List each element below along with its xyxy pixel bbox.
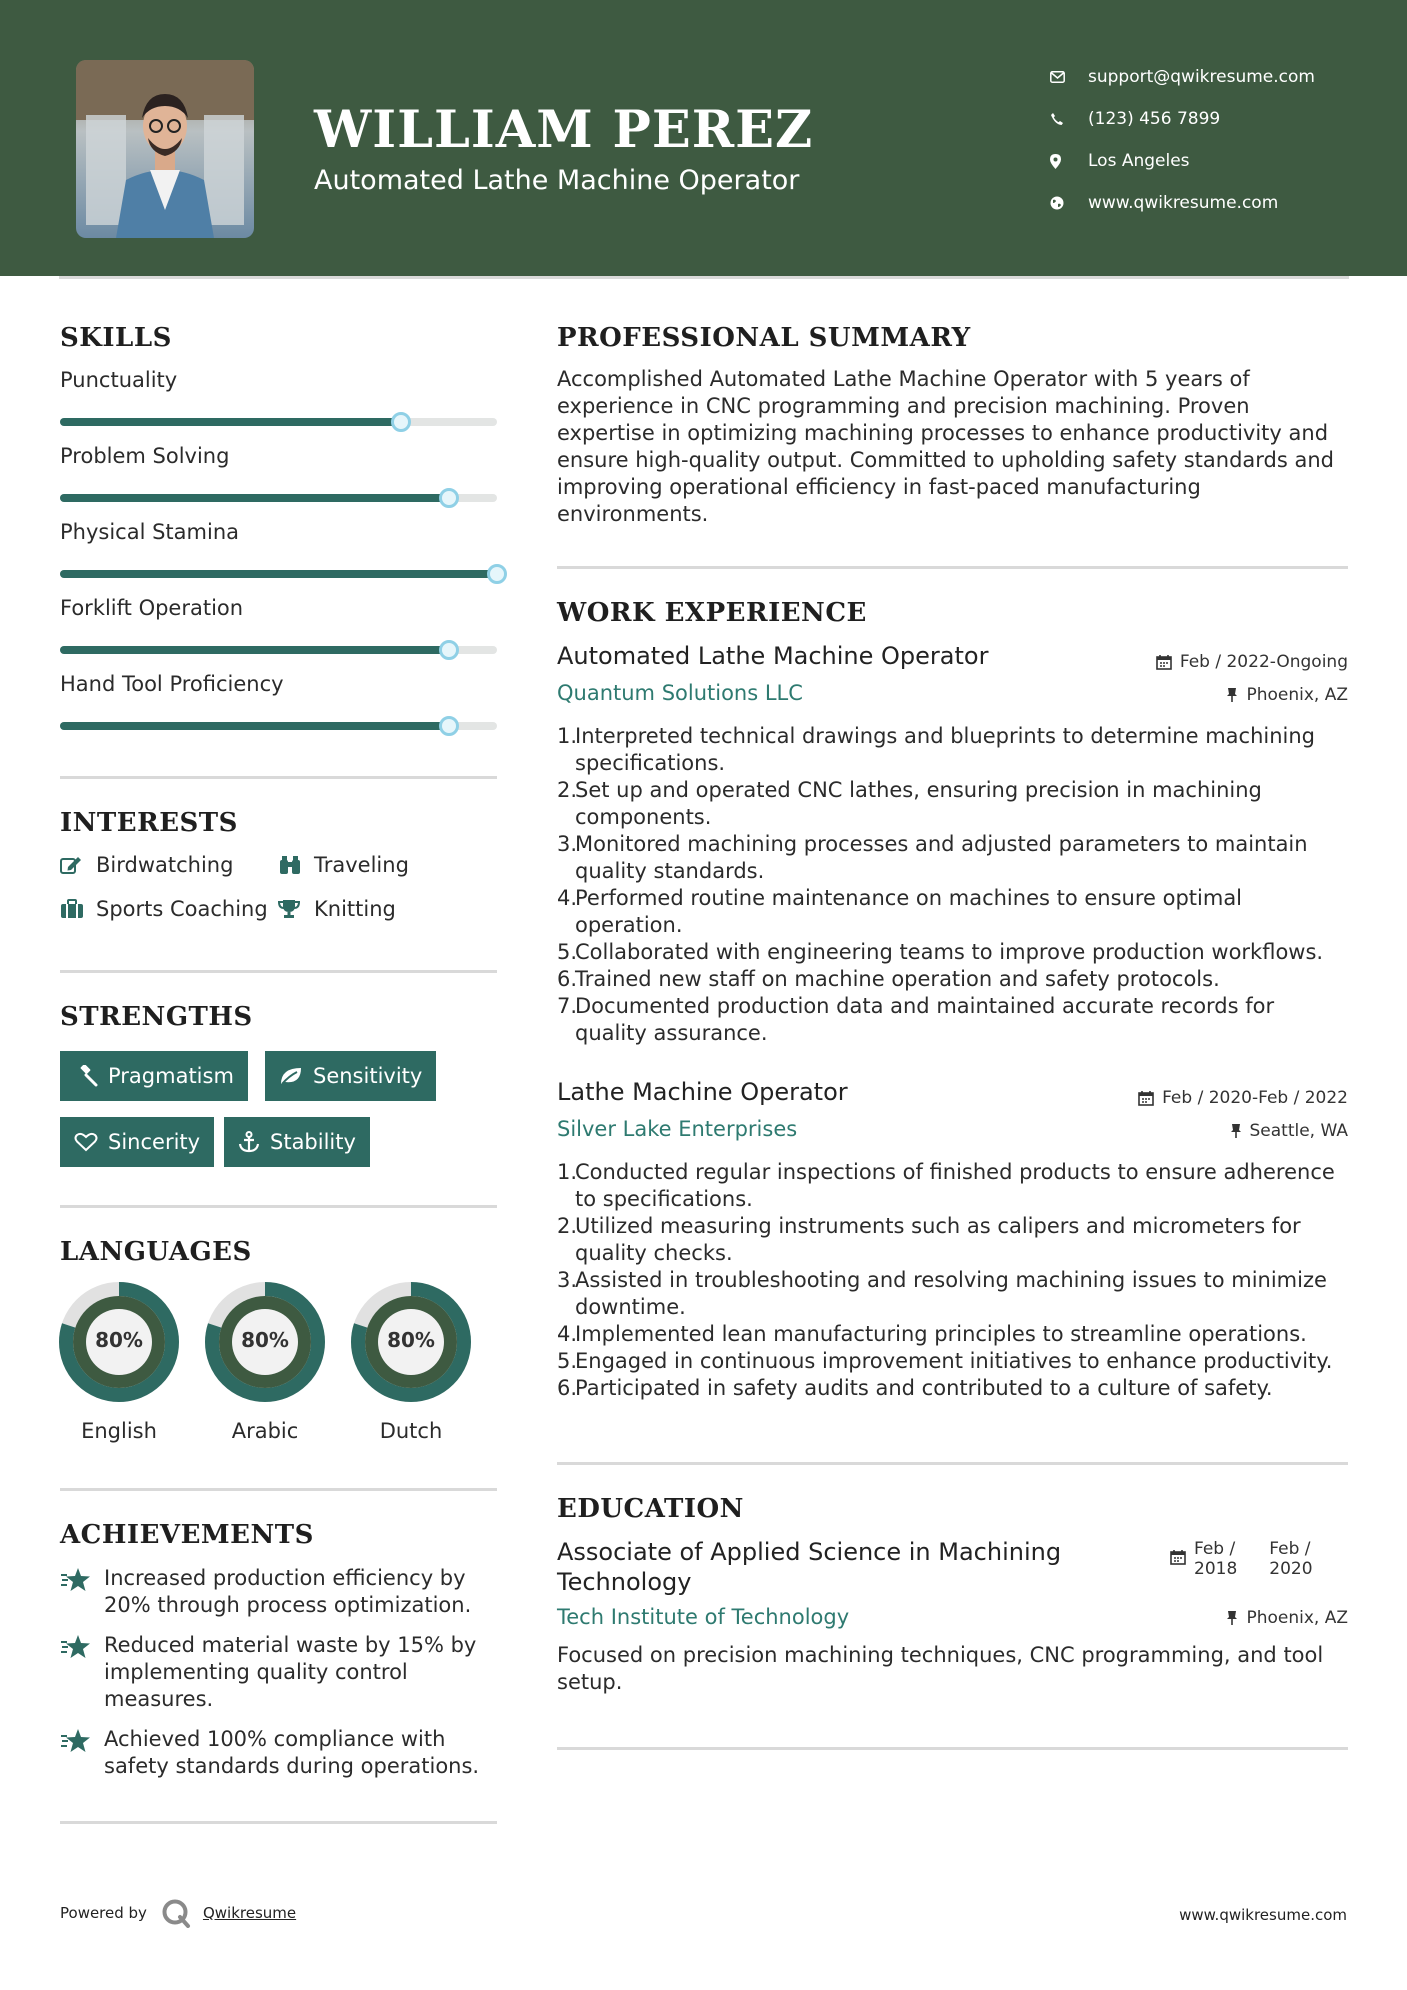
job-bullet-text: Participated in safety audits and contributed to a culture of safety. <box>575 1376 1273 1400</box>
job-location <box>1230 1121 1349 1141</box>
header-divider <box>59 276 1349 279</box>
interest-item <box>278 853 409 877</box>
star-icon <box>60 1726 104 1780</box>
interest-label: Traveling <box>314 853 409 877</box>
skill-label: Physical Stamina <box>60 520 240 544</box>
contact-phone[interactable] <box>1050 98 1315 140</box>
gavel-icon <box>74 1065 98 1087</box>
calendar-icon <box>1170 1549 1186 1570</box>
job-bullets <box>557 1159 1347 1402</box>
contact-list <box>1050 56 1315 224</box>
job-company: Quantum Solutions LLC <box>557 681 803 705</box>
interest-label: Sports Coaching <box>96 897 268 921</box>
achievements-heading: ACHIEVEMENTS <box>60 1520 314 1550</box>
skill-bar <box>60 494 497 502</box>
calendar-icon <box>1156 654 1172 670</box>
contact-website-text: www.qwikresume.com <box>1088 193 1279 213</box>
education-end-year: 2020 <box>1269 1559 1313 1579</box>
job-title: Automated Lathe Machine Operator <box>557 642 989 670</box>
language-item <box>58 1281 180 1443</box>
degree-title-line: Associate of Applied Science in Machining <box>557 1538 1062 1566</box>
job-bullet: 5. Collaborated with engineering teams to improve production workflows. <box>557 940 1324 964</box>
contact-website[interactable] <box>1050 182 1315 224</box>
job-bullet: 6. Participated in safety audits and contributed to a culture of safety. <box>557 1376 1273 1400</box>
contact-email-text: support@qwikresume.com <box>1088 67 1315 87</box>
star-icon <box>60 1632 104 1713</box>
strengths-heading: STRENGTHS <box>60 1002 253 1032</box>
education-location-text: Phoenix, AZ <box>1246 1608 1348 1628</box>
strength-label: Sincerity <box>108 1130 201 1154</box>
profile-photo <box>76 60 254 238</box>
contact-location <box>1050 140 1315 182</box>
achievement-item <box>60 1632 500 1713</box>
skill-bar-knob <box>439 716 459 736</box>
language-item <box>350 1281 472 1443</box>
strength-label: Sensitivity <box>313 1064 423 1088</box>
achievement-text: Reduced material waste by 15% by implementing quality control measures. <box>104 1633 477 1711</box>
interest-item <box>60 853 233 877</box>
skill-bar-fill <box>60 494 449 502</box>
candidate-role: Automated Lathe Machine Operator <box>314 165 800 196</box>
skill-bar-fill <box>60 570 497 578</box>
skill-item <box>60 444 497 520</box>
envelope-icon <box>1050 71 1088 83</box>
job-bullet-text: Utilized measuring instruments such as calipers and micrometers for quality checks. <box>575 1214 1301 1265</box>
phone-icon <box>1050 112 1088 126</box>
language-percent: 80% <box>95 1328 143 1352</box>
binoculars-icon <box>278 855 314 875</box>
job-bullet-text: Documented production data and maintained accurate records for quality assurance. <box>575 994 1275 1045</box>
strength-label: Stability <box>270 1130 356 1154</box>
pushpin-icon <box>1230 1123 1242 1139</box>
education-description: Focused on precision machining techniques, CNC programming, and tool setup. <box>557 1643 1324 1694</box>
anchor-icon <box>238 1131 260 1153</box>
skill-item <box>60 368 497 444</box>
skills-heading: SKILLS <box>60 323 172 353</box>
language-percent: 80% <box>241 1328 289 1352</box>
job-bullet-text: Implemented lean manufacturing principles to streamline operations. <box>575 1322 1307 1346</box>
contact-phone-text: (123) 456 7899 <box>1088 109 1221 129</box>
skill-bar <box>60 646 497 654</box>
star-icon <box>60 1565 104 1619</box>
language-label: English <box>81 1419 157 1443</box>
skill-bar-knob <box>439 488 459 508</box>
qwikresume-logo-icon <box>161 1898 191 1928</box>
job-bullet-text: Engaged in continuous improvement initiatives to enhance productivity. <box>575 1349 1333 1373</box>
contact-email[interactable] <box>1050 56 1315 98</box>
job-bullet-text: Performed routine maintenance on machines to ensure optimal operation. <box>575 886 1243 937</box>
job-bullet-text: Collaborated with engineering teams to improve production workflows. <box>575 940 1324 964</box>
job-bullet: 5. Engaged in continuous improvement initiatives to enhance productivity. <box>557 1349 1333 1373</box>
calendar-icon <box>1138 1090 1154 1106</box>
languages-heading: LANGUAGES <box>60 1237 252 1267</box>
contact-location-text: Los Angeles <box>1088 151 1190 171</box>
skill-bar <box>60 722 497 730</box>
job-bullet-text: Monitored machining processes and adjusted parameters to maintain quality standards. <box>575 832 1308 883</box>
education-start-month: Feb / <box>1194 1539 1236 1559</box>
skill-bar-fill <box>60 722 449 730</box>
interests-heading: INTERESTS <box>60 808 238 838</box>
skill-label: Problem Solving <box>60 444 230 468</box>
leaf-icon <box>279 1066 303 1086</box>
trophy-icon <box>278 899 314 919</box>
strength-tag <box>60 1117 214 1167</box>
languages-divider <box>60 1488 497 1491</box>
footer-website[interactable]: www.qwikresume.com <box>1179 1906 1347 1924</box>
strength-label: Pragmatism <box>108 1064 234 1088</box>
experience-heading: WORK EXPERIENCE <box>557 598 867 628</box>
education-divider <box>557 1747 1348 1750</box>
job-bullet: 2. Set up and operated CNC lathes, ensuring precision in machining components. <box>557 778 1262 829</box>
pencil-square-icon <box>60 855 96 875</box>
globe-icon <box>1050 196 1088 210</box>
skill-label: Punctuality <box>60 368 178 392</box>
job-bullet: 3. Assisted in troubleshooting and resolving machining issues to minimize downtime. <box>557 1268 1327 1319</box>
strength-tag <box>224 1117 370 1167</box>
job-bullet: 1. Interpreted technical drawings and blueprints to determine machining specifications. <box>557 724 1316 775</box>
job-bullet: 2. Utilized measuring instruments such as calipers and micrometers for quality checks. <box>557 1214 1301 1265</box>
job-bullet: 4. Performed routine maintenance on machines to ensure optimal operation. <box>557 886 1243 937</box>
skill-item <box>60 520 497 596</box>
education-location <box>1226 1608 1348 1628</box>
qwikresume-link[interactable]: Qwikresume <box>202 1904 297 1922</box>
footer-powered-by <box>60 1898 296 1928</box>
strength-tag <box>60 1051 248 1101</box>
skill-bar <box>60 418 497 426</box>
education-heading: EDUCATION <box>557 1494 744 1524</box>
education-school: Tech Institute of Technology <box>557 1605 850 1629</box>
education-end-month: Feb / <box>1269 1539 1311 1559</box>
achievements-divider <box>60 1821 497 1824</box>
job-bullet-text: Set up and operated CNC lathes, ensuring precision in machining components. <box>575 778 1262 829</box>
job-bullet-text: Assisted in troubleshooting and resolving machining issues to minimize downtime. <box>575 1268 1327 1319</box>
achievement-item <box>60 1726 500 1780</box>
strength-tag <box>265 1051 436 1101</box>
education-dates <box>1170 1539 1313 1579</box>
job-bullet-text: Interpreted technical drawings and blueprints to determine machining specifications. <box>575 724 1316 775</box>
education-start-year: 2018 <box>1194 1559 1238 1579</box>
job-title: Lathe Machine Operator <box>557 1078 848 1106</box>
job-location <box>1226 685 1348 705</box>
skill-bar <box>60 570 497 578</box>
education-end <box>1269 1539 1312 1579</box>
job-bullet: 1. Conducted regular inspections of finished products to ensure adherence to specifications. <box>557 1160 1335 1211</box>
strengths-divider <box>60 1205 497 1208</box>
powered-by-text: Powered by <box>60 1904 147 1922</box>
skill-bar-fill <box>60 418 401 426</box>
job-company: Silver Lake Enterprises <box>557 1117 798 1141</box>
summary-heading: PROFESSIONAL SUMMARY <box>557 323 971 353</box>
job-location-text: Seattle, WA <box>1249 1121 1348 1141</box>
interest-label: Birdwatching <box>96 853 234 877</box>
resume-header <box>0 0 1407 276</box>
map-marker-icon <box>1050 154 1088 169</box>
job-bullet: 4. Implemented lean manufacturing principles to streamline operations. <box>557 1322 1307 1346</box>
language-percent: 80% <box>387 1328 435 1352</box>
job-bullet: 7. Documented production data and maintained accurate records for quality assurance. <box>557 994 1275 1045</box>
heart-icon <box>74 1132 98 1152</box>
achievement-text: Achieved 100% compliance with safety standards during operations. <box>104 1727 480 1778</box>
language-label: Dutch <box>379 1419 443 1443</box>
experience-divider <box>557 1462 1348 1465</box>
language-item <box>204 1281 326 1443</box>
skill-item <box>60 672 497 748</box>
education-start <box>1194 1539 1237 1579</box>
achievement-text: Increased production efficiency by 20% through process optimization. <box>104 1566 472 1617</box>
skill-bar-knob <box>439 640 459 660</box>
skill-item <box>60 596 497 672</box>
job-dates <box>1156 652 1348 672</box>
job-bullet-text: Conducted regular inspections of finished products to ensure adherence to specifications. <box>575 1160 1335 1211</box>
pushpin-icon <box>1226 687 1238 703</box>
job-dates-text: Feb / 2022-Ongoing <box>1179 652 1348 672</box>
skill-bar-fill <box>60 646 449 654</box>
job-bullets <box>557 723 1347 1047</box>
skill-label: Hand Tool Proficiency <box>60 672 284 696</box>
skill-bar-knob <box>391 412 411 432</box>
skill-bar-knob <box>487 564 507 584</box>
interest-label: Knitting <box>314 897 396 921</box>
job-bullet: 6. Trained new staff on machine operation and safety protocols. <box>557 967 1220 991</box>
job-bullet-text: Trained new staff on machine operation and safety protocols. <box>575 967 1220 991</box>
interests-divider <box>60 970 497 973</box>
summary-divider <box>557 566 1348 569</box>
job-dates-text: Feb / 2020-Feb / 2022 <box>1162 1088 1348 1108</box>
achievement-item <box>60 1565 500 1619</box>
skills-divider <box>60 776 497 779</box>
candidate-name: WILLIAM PEREZ <box>314 100 814 160</box>
briefcase-icon <box>60 899 96 919</box>
degree-title <box>557 1537 1117 1597</box>
summary-text: Accomplished Automated Lathe Machine Operator with 5 years of experience in CNC programming and precision machining. Proven expertise in optimizing machining processes to enhance productivity and ensure high-quality output. Committed to upholding safety standards and improving operational efficiency in fast-paced manufacturing environments. <box>557 367 1334 526</box>
interest-item <box>278 897 396 921</box>
job-location-text: Phoenix, AZ <box>1246 685 1348 705</box>
job-bullet: 3. Monitored machining processes and adjusted parameters to maintain quality standards. <box>557 832 1308 883</box>
interest-item <box>60 897 268 921</box>
skill-label: Forklift Operation <box>60 596 244 620</box>
pushpin-icon <box>1226 1610 1238 1626</box>
job-dates <box>1138 1088 1348 1108</box>
degree-title-line: Technology <box>557 1568 692 1596</box>
language-label: Arabic <box>231 1419 299 1443</box>
